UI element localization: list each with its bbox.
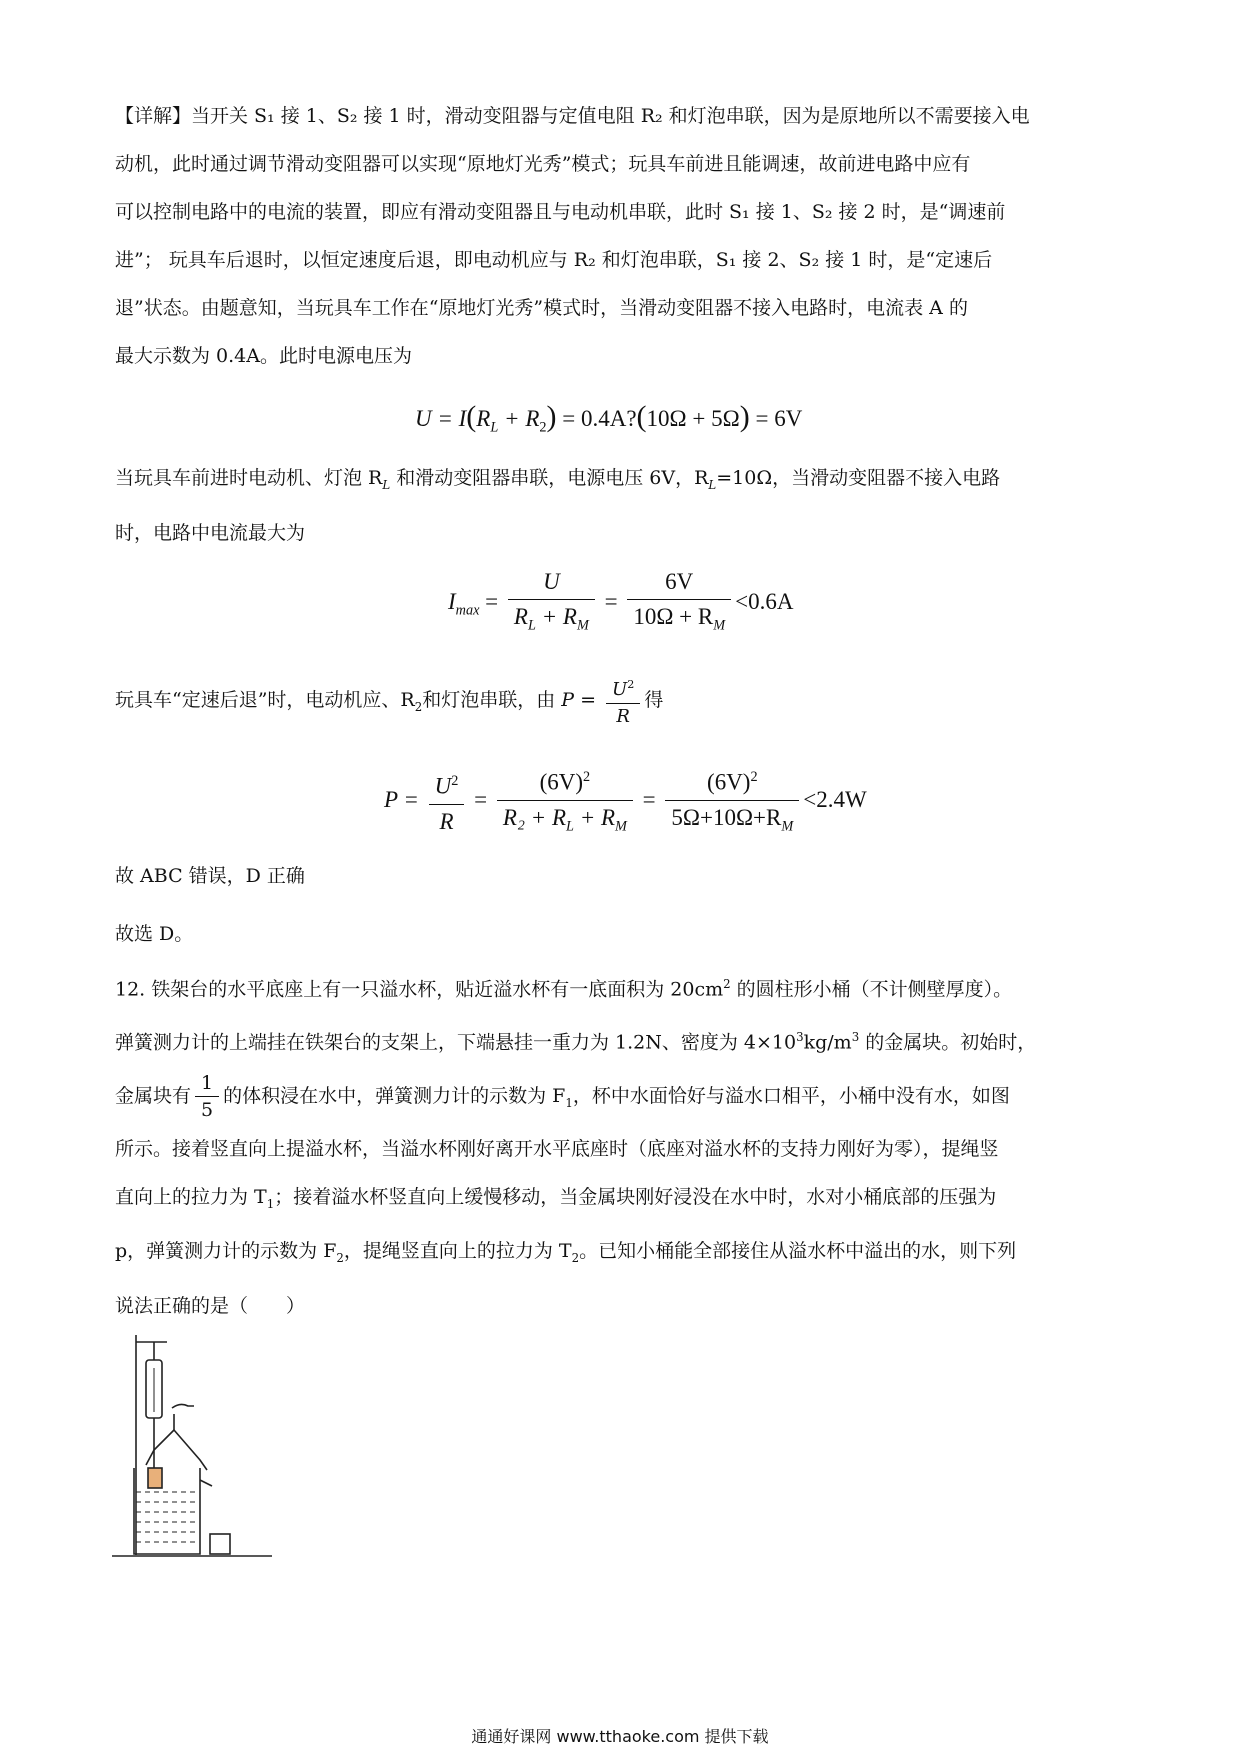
frac-num: U xyxy=(434,773,452,799)
detail-paragraph xyxy=(115,92,1125,380)
equation-current xyxy=(448,565,793,643)
frac-sup: 2 xyxy=(627,678,635,691)
equation-power xyxy=(384,760,867,843)
eq-result: <0.6A xyxy=(735,589,794,615)
frac-den: R xyxy=(513,604,528,629)
frac-num: 1 xyxy=(195,1070,219,1097)
text-line: 时，电路中电流最大为 xyxy=(115,521,306,544)
text-line: 【详解】当开关 S₁ 接 1、S₂ 接 1 时，滑动变阻器与定值电阻 R₂ 和灯泡串联，因为是原地所以不需要接入电 xyxy=(115,105,1030,127)
text-segment: 的体积浸在水中，弹簧测力计的示数为 F xyxy=(223,1084,566,1107)
text-segment: 玩具车“定速后退”时，电动机应、R xyxy=(115,689,415,711)
eq-sub: M xyxy=(781,818,794,835)
frac-den: 5Ω+10Ω+R xyxy=(671,804,782,830)
conclusion xyxy=(115,852,1125,958)
frac-num: (6V) xyxy=(539,769,584,795)
metal-block xyxy=(148,1468,162,1488)
footer: 通通好课网 www.tthaoke.com 提供下载 xyxy=(471,1727,769,1746)
frac-den: + R xyxy=(535,604,577,629)
text-sub: L xyxy=(708,477,717,492)
eq-term: + R xyxy=(498,406,540,431)
eq-sub: 2 xyxy=(539,419,547,436)
eq-term: R xyxy=(476,406,491,431)
text-segment: ；接着溢水杯竖直向上缓慢移动，当金属块刚好浸没在水中时，水对小桶底部的压强为 xyxy=(274,1185,997,1208)
text-segment: 和灯泡串联，由 xyxy=(422,689,556,711)
text-line: 说法正确的是（ ） xyxy=(115,1295,306,1318)
text-line: 退”状态。由题意知，当玩具车工作在“原地灯光秀”模式时，当滑动变阻器不接入电路时，电流表 A 的 xyxy=(115,297,968,319)
eq-sub: M xyxy=(576,617,589,634)
text-segment: 直向上的拉力为 T xyxy=(115,1185,267,1208)
text-segment: ，提绳竖直向上的拉力为 T xyxy=(343,1240,572,1263)
eq-sign: = xyxy=(574,689,603,711)
text-sub: 1 xyxy=(565,1095,573,1110)
eq-result: <2.4W xyxy=(803,786,867,812)
text-segment: 金属块有 xyxy=(115,1084,192,1107)
text-segment: 当玩具车前进时电动机、灯泡 R xyxy=(115,467,383,489)
eq-sign: = xyxy=(479,589,504,615)
frac-den: 5 xyxy=(201,1099,214,1122)
eq-sub: M xyxy=(615,818,627,835)
text-segment: kg/m xyxy=(803,1031,852,1054)
text-line: 所示。接着竖直向上提溢水杯，当溢水杯刚好离开水平底座时（底座对溢水杯的支持力刚好为零），提绳竖 xyxy=(115,1137,999,1160)
power-paragraph xyxy=(115,672,1125,731)
fraction xyxy=(606,672,640,730)
text-segment: 12. 铁架台的水平底座上有一只溢水杯，贴近溢水杯有一底面积为 20cm xyxy=(115,978,724,1001)
fraction xyxy=(508,565,595,643)
eq-lhs: U = I xyxy=(415,406,467,431)
text-line: 故选 D。 xyxy=(115,923,194,945)
text-segment: ，杯中水面恰好与溢水口相平，小桶中没有水，如图 xyxy=(572,1084,1010,1107)
eq-sign: = xyxy=(636,786,662,812)
text-segment: 的圆柱形小桶（不计侧壁厚度）。 xyxy=(730,978,1013,1001)
eq-result: = 6V xyxy=(749,406,803,431)
text-line: 动机，此时通过调节滑动变阻器可以实现“原地灯光秀”模式；玩具车前进且能调速，故前进电路中应有 xyxy=(115,153,971,175)
eq-sub: M xyxy=(713,617,726,634)
frac-den: 10Ω + R xyxy=(633,604,714,629)
frac-sup: 2 xyxy=(750,769,758,785)
text-sup: 3 xyxy=(796,1030,804,1045)
eq-sub: L xyxy=(490,419,499,436)
eq-term: 10Ω + 5Ω xyxy=(646,406,740,431)
frac-num: (6V) xyxy=(707,769,751,795)
text-line: 最大示数为 0.4A。此时电源电压为 xyxy=(115,345,412,367)
eq-sign: = xyxy=(598,589,624,615)
spout xyxy=(200,1480,212,1486)
text-sub: 2 xyxy=(571,1251,580,1266)
apparatus-figure xyxy=(112,1330,272,1560)
frac-num: 6V xyxy=(627,565,731,600)
frac-den: R xyxy=(439,808,454,834)
text-sub: L xyxy=(382,477,391,492)
frac-den: + R xyxy=(573,804,616,830)
eq-sub: L xyxy=(527,617,536,634)
text-sup: 3 xyxy=(851,1030,860,1045)
text-sub: 1 xyxy=(266,1196,275,1211)
text-line: 进”； 玩具车后退时，以恒定速度后退，即电动机应与 R₂ 和灯泡串联，S₁ 接 2、S₂ 接 1 时，是“定速后 xyxy=(115,249,993,271)
text-segment: 的金属块。初始时， xyxy=(859,1031,1037,1054)
eq-term: = 0.4A? xyxy=(556,406,637,431)
hand-icon xyxy=(172,1404,194,1408)
equation-voltage: $U = I(R_L + R_2)$ = 0.4A?(10Ω + 5Ω) = 6V xyxy=(415,400,803,436)
frac-sup: 2 xyxy=(583,769,591,785)
text-segment: 和滑动变阻器串联，电源电压 6V，R xyxy=(390,467,709,489)
eq-sub: max xyxy=(455,602,480,619)
current-paragraph xyxy=(115,454,1125,557)
small-bucket xyxy=(210,1534,230,1554)
eq-lhs: P = xyxy=(384,786,425,812)
fraction xyxy=(195,1070,219,1123)
eq-sub: L xyxy=(566,818,574,835)
text-segment: =10Ω，当滑动变阻器不接入电路 xyxy=(716,467,1001,489)
eq-term: P xyxy=(561,689,575,711)
text-sub: 2 xyxy=(414,699,423,714)
fraction xyxy=(429,764,465,839)
fraction xyxy=(665,760,799,843)
overflow-cup xyxy=(134,1468,200,1554)
frac-num: U xyxy=(612,679,628,700)
text-segment: 。已知小桶能全部接住从溢水杯中溢出的水，则下列 xyxy=(579,1240,1017,1263)
text-segment: 弹簧测力计的上端挂在铁架台的支架上，下端悬挂一重力为 1.2N、密度为 4×10 xyxy=(115,1031,797,1054)
text-line: 故 ABC 错误，D 正确 xyxy=(115,865,305,887)
text-sup: 2 xyxy=(723,977,731,991)
fraction xyxy=(627,565,731,643)
fraction xyxy=(497,760,633,843)
text-line: 可以控制电路中的电流的装置，即应有滑动变阻器且与电动机串联，此时 S₁ 接 1、S₂ 接 2 时，是“调速前 xyxy=(115,201,1006,223)
frac-den: R xyxy=(616,706,630,727)
text-sub: 2 xyxy=(336,1251,344,1266)
text-segment: p，弹簧测力计的示数为 F xyxy=(115,1240,337,1263)
frac-sup: 2 xyxy=(451,773,459,790)
eq-lhs: I xyxy=(448,589,456,615)
question-12 xyxy=(115,960,1125,1330)
eq-sign: = xyxy=(468,786,493,812)
frac-den: R₂ + R xyxy=(502,804,567,830)
frac-num: U xyxy=(543,569,560,594)
text-segment: 得 xyxy=(644,689,664,711)
